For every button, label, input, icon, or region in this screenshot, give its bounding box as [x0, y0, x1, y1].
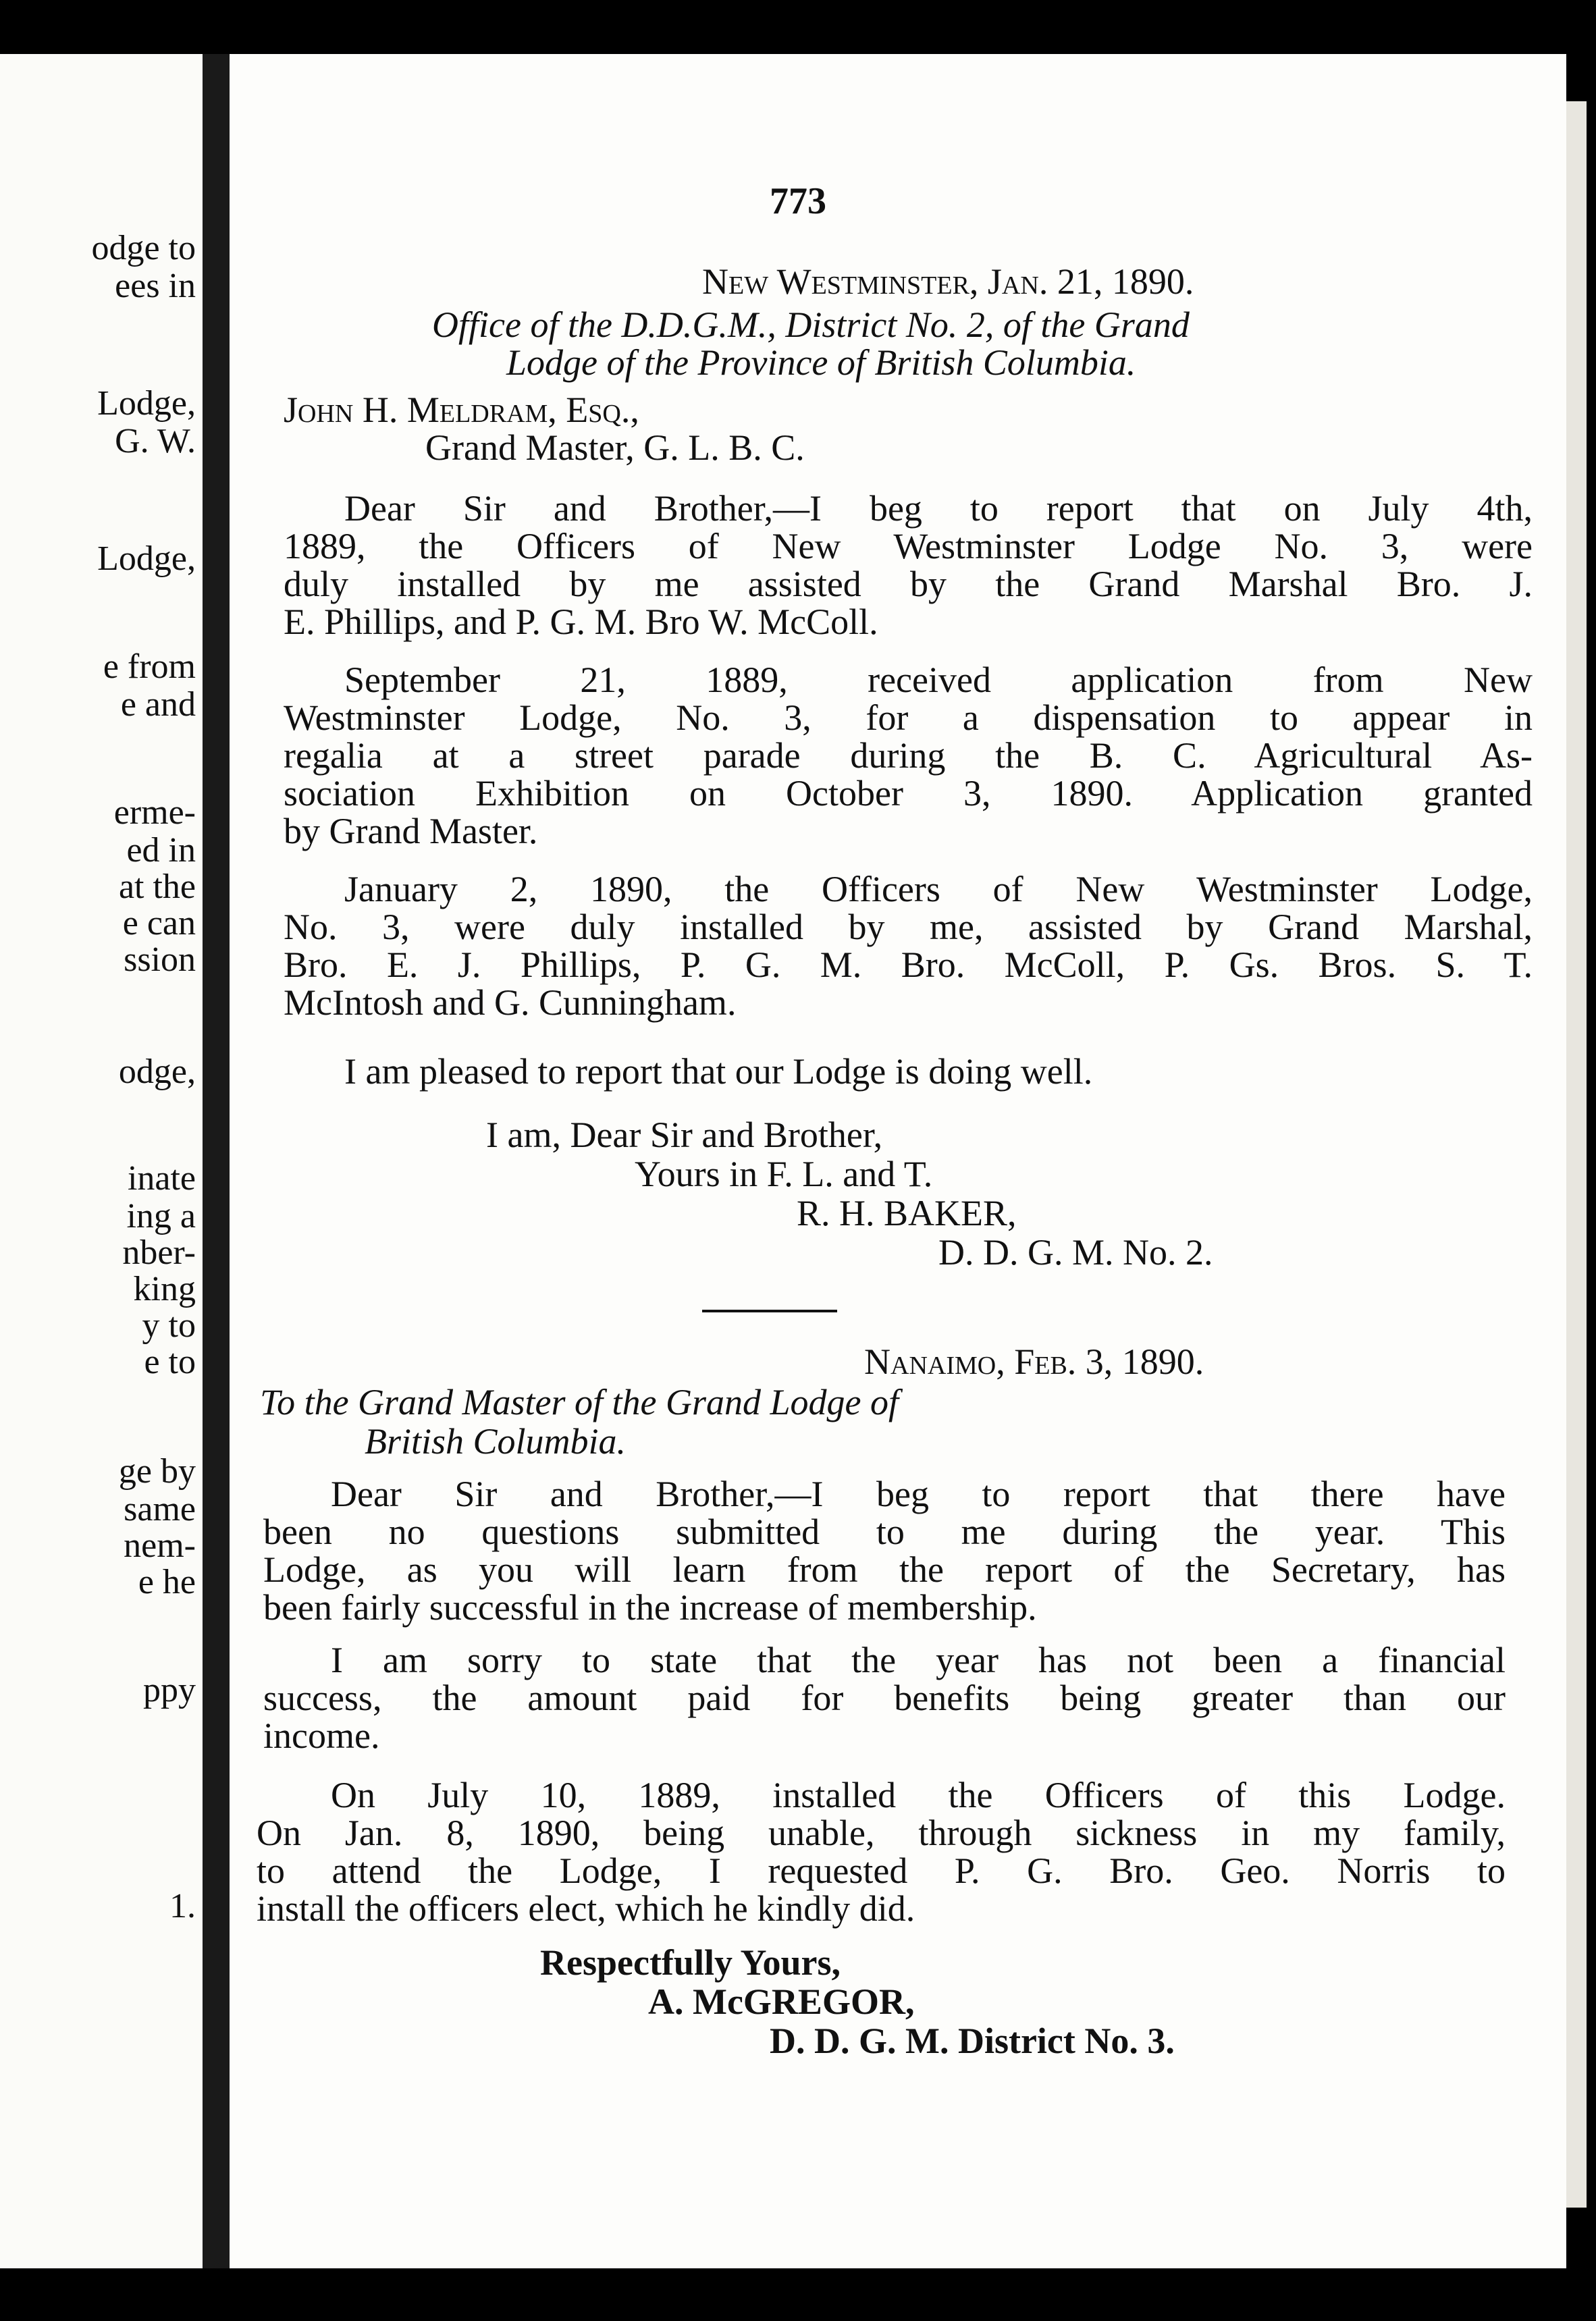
left-fragment-line: Lodge, — [97, 384, 196, 423]
left-fragment-line: ed in — [126, 831, 196, 870]
letter2-paragraph-line: On July 10, 1889, installed the Officers of this Lodge. — [331, 1775, 1506, 1815]
letter1-paragraph-line: regalia at a street parade during the B. C. Agricultural As- — [284, 735, 1533, 776]
letter1-paragraph-line: I am pleased to report that our Lodge is doing well. — [344, 1051, 1093, 1092]
letter1-paragraph-line: 1889, the Officers of New Westminster Lodge No. 3, were — [284, 526, 1533, 566]
letter2-dateline: Nanaimo, Feb. 3, 1890. — [864, 1341, 1204, 1382]
letter1-closing: I am, Dear Sir and Brother, — [486, 1115, 883, 1155]
left-fragment-line: odge, — [118, 1052, 196, 1091]
letter1-paragraph-line: No. 3, were duly installed by me, assisted by Grand Marshal, — [284, 907, 1533, 947]
book-page — [230, 54, 1566, 2268]
letter2-paragraph-line: install the officers elect, which he kindly did. — [257, 1888, 915, 1929]
left-fragment-line: ssion — [124, 940, 196, 979]
letter1-paragraph-line: E. Phillips, and P. G. M. Bro W. McColl. — [284, 602, 878, 642]
left-fragment-line: e can — [122, 904, 196, 942]
letter1-signer-title: D. D. G. M. No. 2. — [938, 1232, 1213, 1273]
letter1-addressee-name: John H. Meldram, Esq., — [284, 390, 639, 430]
letter1-paragraph-line: by Grand Master. — [284, 811, 538, 851]
letter1-office-line: Office of the D.D.G.M., District No. 2, of the Grand — [432, 304, 1190, 345]
letter2-paragraph-line: success, the amount paid for benefits being greater than our — [263, 1678, 1506, 1718]
left-fragment-line: erme- — [113, 793, 196, 832]
letter2-to-line: British Columbia. — [365, 1421, 627, 1462]
letter1-office-line: Lodge of the Province of British Columbia. — [506, 342, 1136, 383]
page-edge — [1566, 101, 1587, 2208]
left-fragment-line: nber- — [122, 1233, 196, 1272]
letter1-addressee-title: Grand Master, G. L. B. C. — [425, 427, 805, 468]
left-fragment-line: e he — [138, 1563, 196, 1601]
letter2-paragraph-line: been no questions submitted to me during the year. This — [263, 1512, 1506, 1552]
left-fragment-line: ing a — [126, 1197, 196, 1235]
left-fragment-line: y to — [142, 1306, 196, 1345]
letter1-paragraph-line: Bro. E. J. Phillips, P. G. M. Bro. McColl, P. Gs. Bros. S. T. — [284, 944, 1533, 985]
left-fragment-line: king — [133, 1270, 196, 1308]
letter1-paragraph-line: Westminster Lodge, No. 3, for a dispensation to appear in — [284, 697, 1533, 738]
letter2-closing: Respectfully Yours, — [540, 1942, 841, 1983]
letter1-paragraph-line: duly installed by me assisted by the Grand Marshal Bro. J. — [284, 564, 1533, 604]
left-fragment-line: odge to — [91, 229, 196, 267]
left-fragment-line: Lodge, — [97, 539, 196, 578]
letter1-paragraph-line: January 2, 1890, the Officers of New Westminster Lodge, — [344, 869, 1533, 909]
previous-page-fragment — [0, 54, 203, 2268]
left-fragment-line: inate — [127, 1159, 196, 1198]
left-fragment-line: same — [124, 1490, 196, 1528]
letter1-dateline: New Westminster, Jan. 21, 1890. — [702, 261, 1194, 302]
letter1-closing: Yours in F. L. and T. — [635, 1154, 933, 1194]
left-fragment-line: at the — [118, 868, 196, 906]
left-fragment-line: e from — [103, 647, 196, 686]
letter2-paragraph-line: to attend the Lodge, I requested P. G. Bro. Geo. Norris to — [257, 1850, 1506, 1891]
letter2-paragraph-line: On Jan. 8, 1890, being unable, through sickness in my family, — [257, 1813, 1506, 1853]
letter1-paragraph-line: sociation Exhibition on October 3, 1890. Application granted — [284, 773, 1533, 813]
letter1-paragraph-line: Dear Sir and Brother,—I beg to report that on July 4th, — [344, 488, 1533, 529]
left-fragment-line: 1. — [169, 1887, 196, 1925]
letter1-paragraph-line: September 21, 1889, received application from New — [344, 660, 1533, 700]
letter2-paragraph-line: Dear Sir and Brother,—I beg to report that there have — [331, 1474, 1506, 1514]
letter2-paragraph-line: I am sorry to state that the year has not been a financial — [331, 1640, 1506, 1680]
letter2-paragraph-line: Lodge, as you will learn from the report of the Secretary, has — [263, 1549, 1506, 1590]
letter1-paragraph-line: McIntosh and G. Cunningham. — [284, 982, 737, 1023]
letter2-paragraph-line: income. — [263, 1715, 380, 1756]
left-fragment-line: G. W. — [115, 422, 196, 460]
left-fragment-line: ge by — [118, 1452, 196, 1491]
letter2-signer-title: D. D. G. M. District No. 3. — [770, 2021, 1175, 2061]
letter2-signer: A. McGREGOR, — [648, 1981, 915, 2022]
letter2-paragraph-line: been fairly successful in the increase of membership. — [263, 1587, 1037, 1628]
left-fragment-line: e and — [120, 685, 196, 724]
left-fragment-line: nem- — [124, 1526, 196, 1565]
letter1-signer: R. H. BAKER, — [797, 1193, 1017, 1233]
left-fragment-line: ees in — [115, 267, 196, 305]
page-number: 773 — [770, 180, 826, 222]
left-fragment-line: e to — [144, 1343, 196, 1381]
left-fragment-line: ppy — [143, 1671, 196, 1709]
letter2-to-line: To the Grand Master of the Grand Lodge of — [260, 1382, 899, 1422]
section-divider — [702, 1310, 837, 1312]
book-gutter — [203, 54, 230, 2268]
